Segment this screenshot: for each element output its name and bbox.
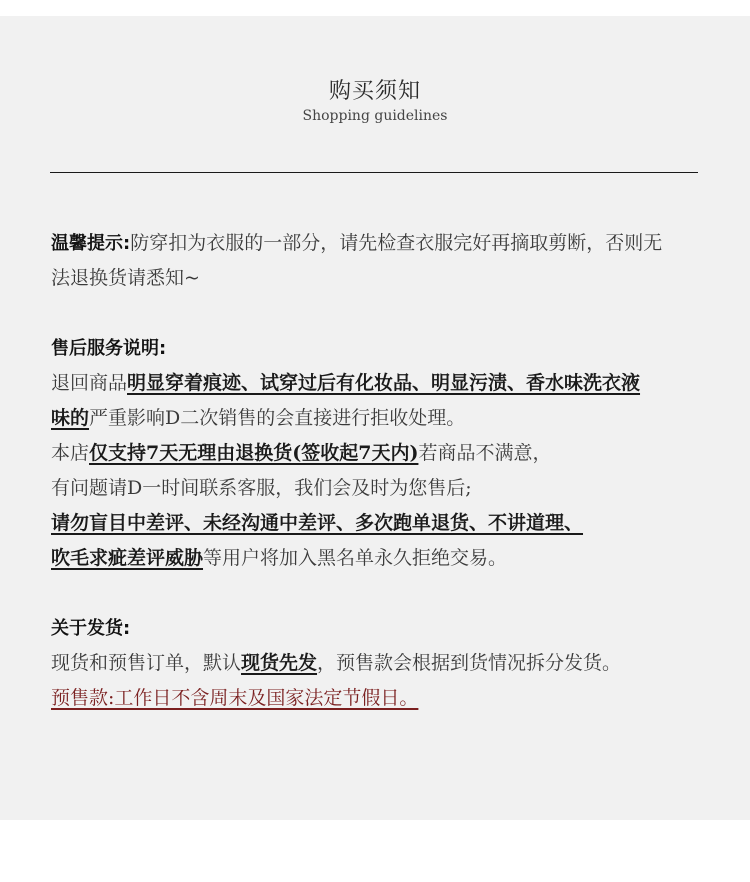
- after-sales-heading: 售后服务说明:: [51, 338, 167, 359]
- after-sales-p3: 有问题请D一时间联系客服，我们会及时为您售后;: [51, 477, 472, 499]
- tips-line-2: 法退换货请悉知~: [51, 267, 200, 289]
- shipping-p1: [51, 646, 699, 681]
- after-sales-p1-bold-1: 明显穿着痕迹、试穿过后有化妆品、明显污渍、香水味洗衣液: [127, 372, 641, 394]
- spacer: [51, 296, 699, 331]
- tips-label: 温馨提示:: [51, 233, 131, 254]
- after-sales-p1-prefix: 退回商品: [51, 372, 128, 394]
- shipping-p1-suffix: ，预售款会根据到货情况拆分发货。: [317, 652, 622, 674]
- page-title: 购买须知: [328, 79, 421, 104]
- shipping-p1-bold: 现货先发: [241, 652, 318, 674]
- after-sales-p4-bold-2: 吹毛求疵差评威胁: [51, 547, 204, 569]
- spacer: [51, 576, 699, 611]
- after-sales-p2-suffix: 若商品不满意，: [418, 442, 552, 464]
- after-sales-p2-prefix: 本店: [51, 442, 90, 464]
- page-subtitle: Shopping guidelines: [302, 108, 448, 124]
- after-sales-p4-suffix: 等用户将加入黑名单永久拒绝交易。: [203, 547, 508, 569]
- after-sales-p1-bold-2: 味的: [51, 407, 90, 429]
- after-sales-p1-suffix: 严重影响D二次销售的会直接进行拒收处理。: [89, 407, 466, 429]
- after-sales-p1-line1: [51, 366, 699, 401]
- after-sales-p4-line1: [51, 506, 699, 541]
- after-sales-p4-bold-1: 请勿盲目中差评、未经沟通中差评、多次跑单退货、不讲道理、: [51, 512, 584, 534]
- shipping-heading: 关于发货:: [51, 618, 131, 639]
- tips-text-1: 防穿扣为衣服的一部分，请先检查衣服完好再摘取剪断，否则无: [130, 232, 663, 254]
- presale-note-line: [51, 681, 699, 716]
- shipping-p1-prefix: 现货和预售订单，默认: [51, 652, 242, 674]
- after-sales-p2-bold: 仅支持7天无理由退换货(签收起7天内): [89, 442, 419, 464]
- guidelines-content: [51, 226, 699, 716]
- after-sales-p1-line2: [51, 401, 699, 436]
- after-sales-p2: [51, 436, 699, 471]
- title-divider: [50, 172, 698, 173]
- tips-line-1: [51, 226, 699, 261]
- after-sales-p4-line2: [51, 541, 699, 576]
- presale-note: 预售款:工作日不含周末及国家法定节假日。: [51, 687, 419, 709]
